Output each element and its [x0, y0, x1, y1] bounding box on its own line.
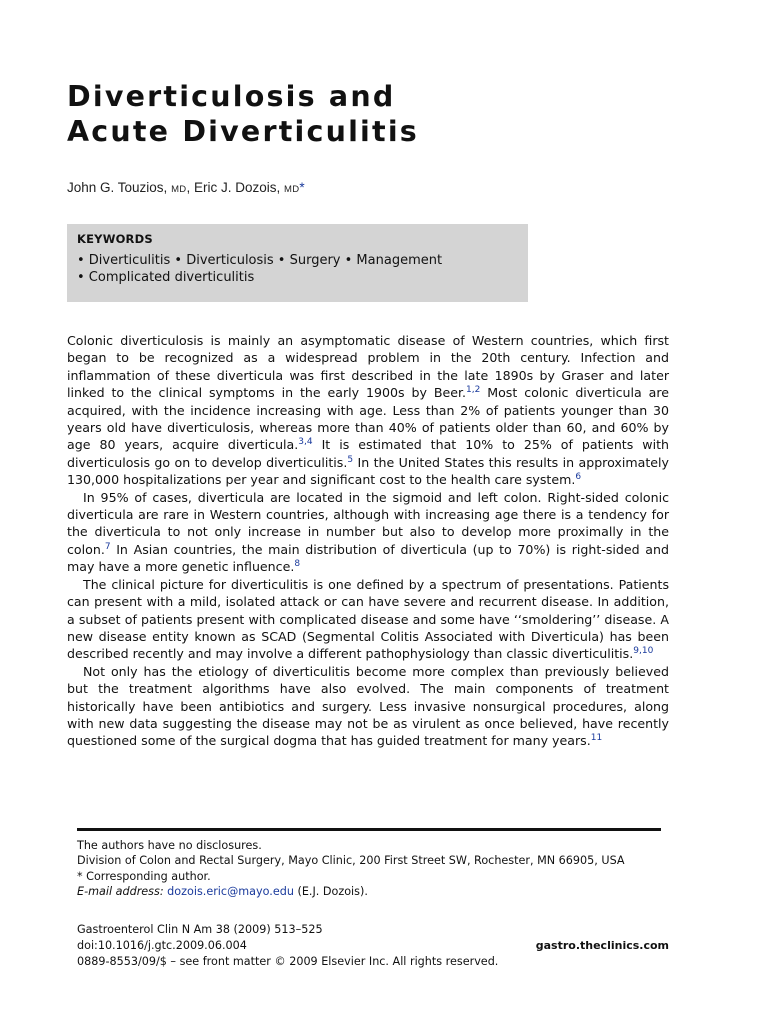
- author-separator: ,: [186, 180, 194, 195]
- body-paragraph-3: [67, 576, 669, 663]
- body-paragraph-4: [67, 663, 669, 750]
- title-line-1: Diverticulosis and: [67, 80, 396, 113]
- article-body: [67, 332, 669, 750]
- footnotes: [77, 838, 669, 900]
- title-line-2: Acute Diverticulitis: [67, 115, 419, 148]
- citation-link-7[interactable]: 7: [104, 541, 111, 552]
- author-1-degree: MD: [171, 184, 187, 195]
- author-2-name: Eric J. Dozois,: [193, 180, 284, 195]
- body-text: The clinical picture for diverticulitis is one defined by a spectrum of presentations. Patients can present with a mild, isolated attack or can have severe and recurrent disease. In addition, a subset of patients present with complicated disease and some have ‘‘smoldering’’ disease. A new disease entity known as SCAD (Segmental Colitis Associated with Diverticula) has been described recently and may involve a different pathophysiology than classic diverticulitis.: [67, 576, 669, 662]
- citation-link-6[interactable]: 6: [575, 472, 582, 483]
- citation-link-8[interactable]: 8: [294, 559, 301, 570]
- keywords-heading: KEYWORDS: [77, 232, 153, 246]
- author-1-name: John G. Touzios,: [67, 180, 172, 195]
- body-paragraph-1: [67, 332, 669, 489]
- keywords-box: [67, 224, 528, 302]
- keywords-line-2: • Complicated diverticulitis: [77, 270, 255, 285]
- journal-info: [77, 922, 669, 970]
- footnote-divider: [77, 828, 661, 831]
- author-2-degree: MD: [283, 184, 300, 195]
- affiliation-note: Division of Colon and Rectal Surgery, Mayo Clinic, 200 First Street SW, Rochester, MN 66905, USA: [77, 854, 625, 868]
- journal-website-link[interactable]: gastro.theclinics.com: [535, 939, 669, 952]
- body-text: In the United States this results in approximately 130,000 hospitalizations per year and significant cost to the health care system.: [67, 454, 669, 488]
- citation-link-3-4[interactable]: 3,4: [298, 437, 313, 448]
- citation-link-5[interactable]: 5: [347, 454, 354, 465]
- citation-link-11[interactable]: 11: [590, 733, 603, 744]
- body-text: In Asian countries, the main distribution of diverticula (up to 70%) is right-sided and may have a more genetic influence.: [67, 541, 669, 575]
- body-text: In 95% of cases, diverticula are located in the sigmoid and left colon. Right-sided colonic diverticula are rare in Western countries, although with increasing age there is a tendency for the diverticula to not only increase in number but also to develop more proximally in the colon.: [67, 489, 669, 557]
- body-text: Colonic diverticulosis is mainly an asymptomatic disease of Western countries, which first began to be recognized as a widespread problem in the 20th century. Infection and inflammation of these diverticula was first described in the late 1890s by Graser and later linked to the clinical symptoms in the early 1900s by Beer.: [67, 333, 669, 401]
- body-text: Not only has the etiology of diverticulitis become more complex than previously believed but the treatment algorithms have also evolved. The main components of treatment historically have been antibiotics and surgery. Less invasive nonsurgical procedures, along with new data suggesting the disease may not be as virulent as once believed, have recently questioned some of the surgical dogma that has guided treatment for many years.: [67, 663, 669, 749]
- journal-issn: 0889-8553/09/$ – see front matter © 2009 Elsevier Inc. All rights reserved.: [77, 955, 499, 968]
- author-line: [67, 180, 305, 195]
- email-note: [77, 884, 669, 899]
- email-label: E-mail address:: [77, 885, 164, 899]
- body-text: Most colonic diverticula are acquired, with the incidence increasing with age. Less than 2% of patients younger than 30 years old have diverticulosis, whereas more than 40% of patients older than 60, and 60% by age 80 years, acquire diverticula.: [67, 385, 669, 453]
- citation-link-9-10[interactable]: 9,10: [633, 646, 654, 657]
- body-text: It is estimated that 10% to 25% of patients with diverticulosis go on to develop diverticulitis.: [67, 437, 669, 470]
- citation-link-1-2[interactable]: 1,2: [466, 385, 481, 396]
- keywords-line-1: • Diverticulitis • Diverticulosis • Surgery • Management: [77, 253, 443, 268]
- corresponding-author-note: * Corresponding author.: [77, 869, 211, 883]
- journal-doi: doi:10.1016/j.gtc.2009.06.004: [77, 939, 247, 952]
- journal-citation: Gastroenterol Clin N Am 38 (2009) 513–525: [77, 923, 323, 936]
- disclosure-note: The authors have no disclosures.: [77, 839, 262, 852]
- article-title: [67, 79, 667, 149]
- email-link[interactable]: dozois.eric@mayo.edu: [167, 885, 294, 899]
- corresponding-author-link[interactable]: *: [299, 180, 305, 195]
- body-paragraph-2: [67, 489, 669, 576]
- email-suffix: (E.J. Dozois).: [293, 885, 368, 899]
